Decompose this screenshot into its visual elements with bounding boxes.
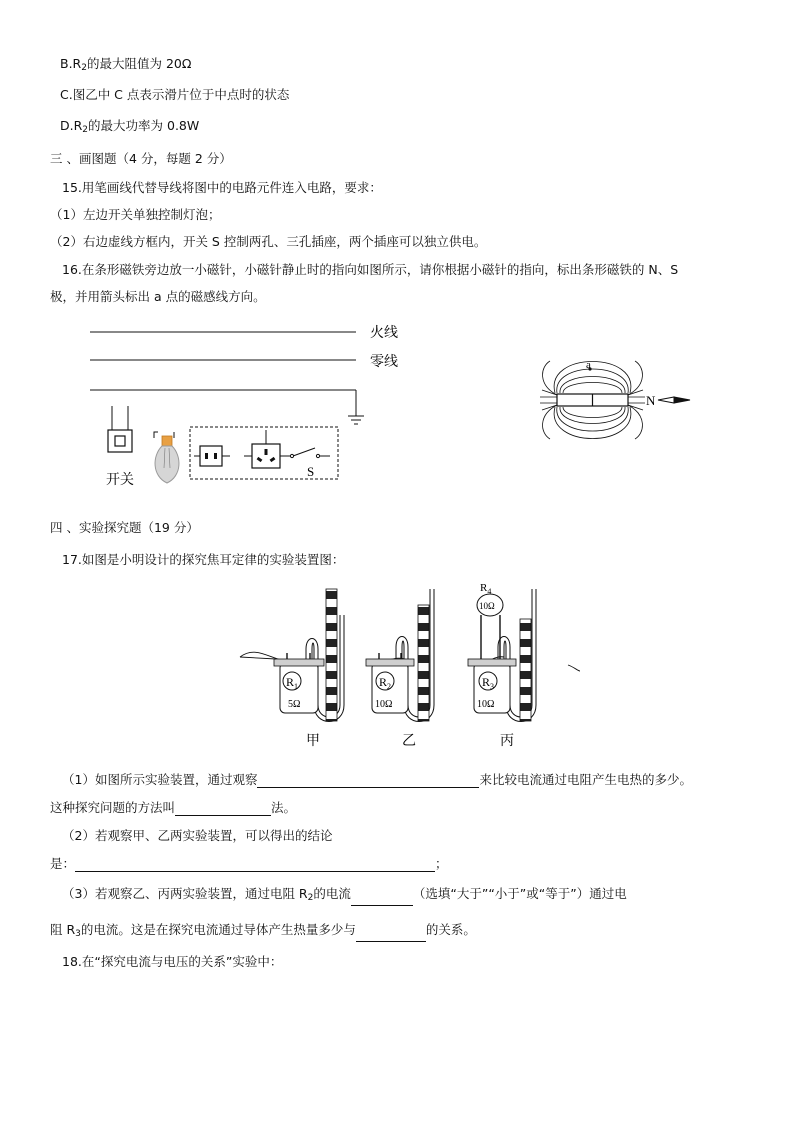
r2-value: 10Ω xyxy=(375,699,393,710)
r3-value: 10Ω xyxy=(477,699,495,710)
household-circuit-figure xyxy=(80,318,420,498)
q17-part1-line2: 这种探究问题的方法叫 法。 xyxy=(50,800,297,815)
r1-label: $R_1$ xyxy=(286,675,299,691)
switch-s-icon xyxy=(290,448,330,458)
needle-n-label: N xyxy=(646,393,656,408)
option-b: $B.R_2$的最大阻值为 20Ω xyxy=(60,56,192,73)
apparatus-bing xyxy=(468,582,536,722)
wall-switch-label: 开关 xyxy=(106,473,134,488)
option-c: C.图乙中 C 点表示滑片位于中点时的状态 xyxy=(60,87,290,102)
label-jia: 甲 xyxy=(306,734,320,749)
neutral-wire-label: 零线 xyxy=(370,355,398,370)
label-bing: 丙 xyxy=(500,734,514,749)
r4-value: 10Ω xyxy=(479,601,495,611)
apparatus-jia xyxy=(274,589,344,722)
r1-value: 5Ω xyxy=(288,699,301,710)
q15-req-2: （2）右边虚线方框内，开关 S 控制两孔、三孔插座，两个插座可以独立供电。 xyxy=(50,234,487,249)
answer-blank-4[interactable] xyxy=(351,892,413,906)
wall-switch-icon xyxy=(108,406,132,452)
section4-heading: 四 、实验探究题（19 分） xyxy=(50,520,199,535)
r3-label: $R_3$ xyxy=(482,675,495,691)
live-wire-label: 火线 xyxy=(370,326,398,341)
joule-apparatus-figure xyxy=(236,575,584,755)
three-hole-socket-icon xyxy=(244,430,290,468)
q15-text: 15.用笔画线代替导线将图中的电路元件连入电路，要求： xyxy=(62,180,382,195)
ground-icon xyxy=(348,416,364,424)
answer-blank-1[interactable] xyxy=(257,774,479,788)
r2-label: $R_2$ xyxy=(379,675,392,691)
answer-blank-5[interactable] xyxy=(356,928,426,942)
section3-heading: 三 、画图题（4 分，每题 2 分） xyxy=(50,151,232,166)
point-a-label: a xyxy=(586,359,591,371)
option-d: $D.R_2$的最大功率为 0.8W xyxy=(60,118,200,135)
label-yi: 乙 xyxy=(402,734,416,749)
bar-magnet xyxy=(557,394,628,406)
answer-blank-2[interactable] xyxy=(175,802,271,816)
answer-blank-3[interactable] xyxy=(75,858,435,872)
two-hole-socket-icon xyxy=(194,446,230,466)
q17-part3-line1: （3）若观察乙、丙两实验装置，通过电阻 $R_2$的电流 （选填“大于”“小于”或“等于”）通过电 xyxy=(62,886,627,906)
q17-part1-line1: （1）如图所示实验装置，通过观察 来比较电流通过电阻产生电热的多少。 xyxy=(62,772,692,787)
q17-text: 17.如图是小明设计的探究焦耳定律的实验装置图： xyxy=(62,552,345,567)
compass-needle-icon xyxy=(658,397,690,403)
q15-req-1: （1）左边开关单独控制灯泡； xyxy=(50,207,221,222)
q17-part2-line2: 是： ； xyxy=(50,856,448,871)
r4-label: $R_4$ xyxy=(480,582,492,596)
q18-text: 18.在“探究电流与电压的关系”实验中： xyxy=(62,954,283,969)
q16-text-line1: 16.在条形磁铁旁边放一小磁针，小磁针静止时的指向如图所示，请你根据小磁针的指向，标出条形磁铁的 N、S xyxy=(62,262,679,277)
light-bulb-icon xyxy=(154,432,179,483)
apparatus-yi xyxy=(366,589,434,722)
q17-part2-line1: （2）若观察甲、乙两实验装置，可以得出的结论 xyxy=(62,828,333,843)
q16-text-line2: 极，并用箭头标出 a 点的磁感线方向。 xyxy=(50,289,266,304)
bar-magnet-figure xyxy=(530,345,700,460)
q17-part3-line2: 阻 $R_3$的电流。这是在探究电流通过导体产生热量多少与 的关系。 xyxy=(50,922,476,942)
switch-s-label: S xyxy=(307,464,315,479)
